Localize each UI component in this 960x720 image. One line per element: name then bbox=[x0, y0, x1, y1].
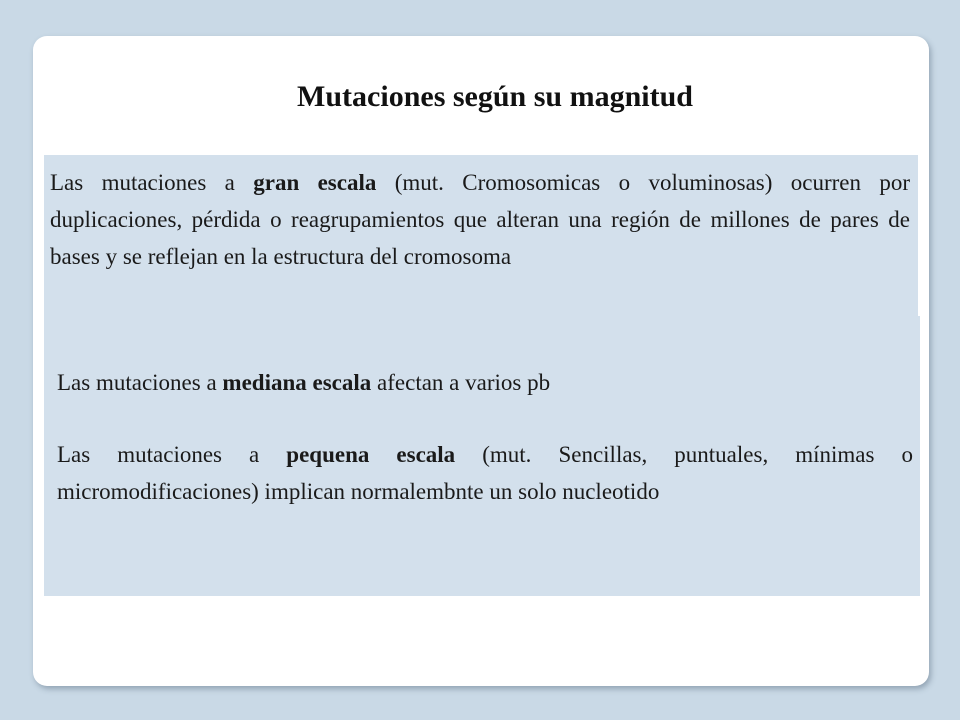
medium-scale-text-pre: Las mutaciones a bbox=[57, 370, 223, 395]
small-scale-paragraph bbox=[57, 436, 913, 510]
large-scale-text-pre: Las mutaciones a bbox=[50, 170, 254, 195]
medium-scale-term: mediana escala bbox=[222, 370, 372, 395]
large-scale-paragraph bbox=[50, 164, 910, 275]
small-scale-term: pequena escala bbox=[286, 442, 456, 467]
small-scale-text-post: (mut. Sencillas, puntuales, mínimas o micromodificaciones) implican normalembnte un solo nucleotido bbox=[57, 442, 913, 504]
medium-scale-paragraph bbox=[57, 364, 913, 401]
small-scale-text-pre: Las mutaciones a bbox=[57, 442, 287, 467]
large-scale-text-post: (mut. Cromosomicas o voluminosas) ocurren por duplicaciones, pérdida o reagrupamientos que alteran una región de millones de pares de bases y se reflejan en la estructura del cromosoma bbox=[50, 170, 910, 269]
medium-scale-text-post: afectan a varios pb bbox=[371, 370, 551, 395]
large-scale-term: gran escala bbox=[253, 170, 377, 195]
slide-title: Mutaciones según su magnitud bbox=[297, 80, 693, 113]
